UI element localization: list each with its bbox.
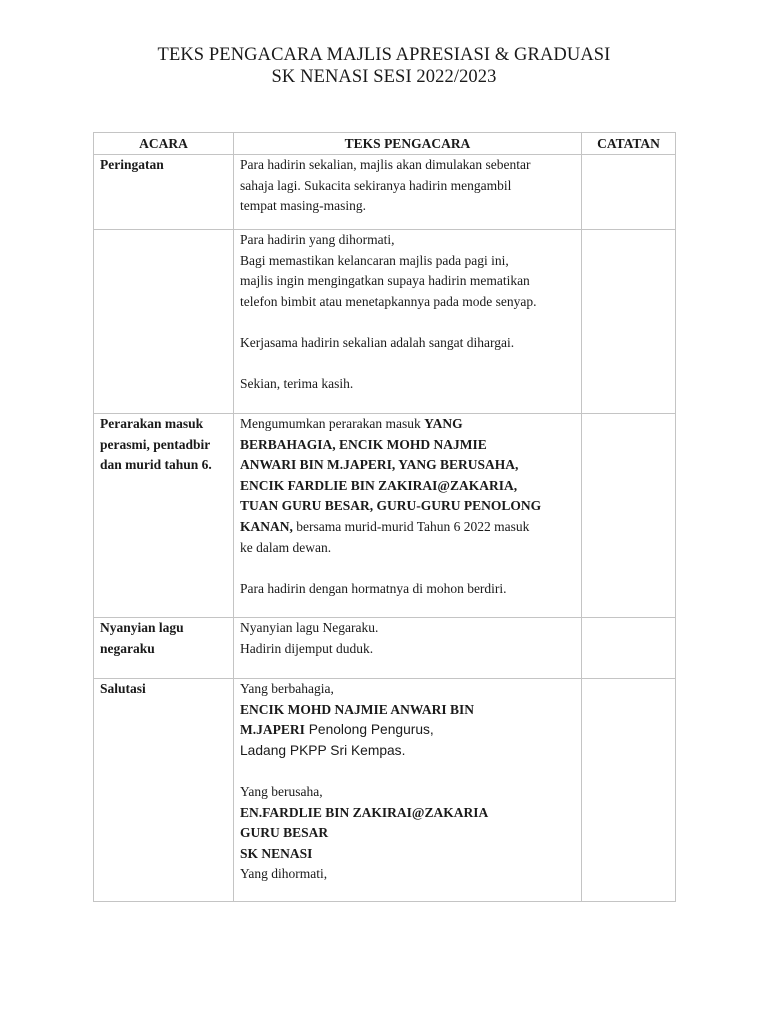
catatan-cell <box>582 230 676 414</box>
header-catatan: CATATAN <box>582 133 676 155</box>
acara-label-line: negaraku <box>100 640 155 656</box>
teks-bold-line: ENCIK FARDLIE BIN ZAKIRAI@ZAKARIA, <box>240 477 518 493</box>
teks-cell <box>234 414 582 618</box>
teks-line: telefon bimbit atau menetapkannya pada mode senyap. <box>240 293 537 309</box>
acara-cell <box>94 230 234 414</box>
acara-label: Salutasi <box>100 681 146 696</box>
catatan-cell <box>582 414 676 618</box>
teks-line: majlis ingin mengingatkan supaya hadirin mematikan <box>240 273 530 289</box>
teks-bold: YANG <box>424 416 463 431</box>
teks-line: Nyanyian lagu Negaraku. <box>240 620 379 635</box>
table-row <box>94 414 676 618</box>
catatan-cell <box>582 679 676 902</box>
teks-line: Bagi memastikan kelancaran majlis pada pagi ini, <box>240 252 509 268</box>
header-acara: ACARA <box>94 133 234 155</box>
guest-place: Ladang PKPP Sri Kempas. <box>240 742 406 758</box>
guest-name-line: ENCIK MOHD NAJMIE ANWARI BIN <box>240 701 475 717</box>
teks-bold: KANAN, <box>240 518 293 534</box>
guest-name-part: M.JAPERI <box>240 722 305 738</box>
teks-line: sahaja lagi. Sukacita sekiranya hadirin mengambil <box>240 177 512 193</box>
catatan-cell <box>582 618 676 679</box>
table-row <box>94 155 676 230</box>
teks-after-bold: bersama murid-murid Tahun 6 2022 masuk <box>292 518 530 534</box>
greeting-line: Yang berusaha, <box>240 783 323 799</box>
teks-cell <box>234 679 582 902</box>
greeting-line: Yang berbahagia, <box>240 681 334 696</box>
acara-cell <box>94 618 234 679</box>
teks-cell <box>234 230 582 414</box>
teks-line: Para hadirin sekalian, majlis akan dimulakan sebentar <box>240 157 531 172</box>
teks-bold-line: BERBAHAGIA, ENCIK MOHD NAJMIE <box>240 436 487 452</box>
emcee-script-table <box>93 132 676 902</box>
teks-line: Para hadirin yang dihormati, <box>240 232 395 247</box>
acara-label-line: Perarakan masuk <box>100 416 204 431</box>
acara-cell <box>94 679 234 902</box>
teks-cell <box>234 618 582 679</box>
teks-line: Kerjasama hadirin sekalian adalah sangat dihargai. <box>240 334 515 350</box>
table-header-row <box>94 133 676 155</box>
table-row <box>94 679 676 902</box>
acara-cell <box>94 414 234 618</box>
blank-line <box>240 312 575 333</box>
acara-cell <box>94 155 234 230</box>
teks-line <box>240 517 575 538</box>
page-title <box>0 44 768 88</box>
guest-position: Penolong Pengurus, <box>304 722 434 738</box>
teks-line: ke dalam dewan. <box>240 539 332 555</box>
title-line-1: TEKS PENGACARA MAJLIS APRESIASI & GRADUASI <box>157 45 611 65</box>
headmaster-position: GURU BESAR <box>240 825 329 841</box>
acara-label-line: Nyanyian lagu <box>100 620 184 635</box>
headmaster-name: EN.FARDLIE BIN ZAKIRAI@ZAKARIA <box>240 804 489 820</box>
teks-line: tempat masing-masing. <box>240 198 366 214</box>
teks-line <box>240 720 575 741</box>
school-name: SK NENASI <box>240 845 313 861</box>
teks-bold-line: TUAN GURU BESAR, GURU-GURU PENOLONG <box>240 498 542 514</box>
title-line-2: SK NENASI SESI 2022/2023 <box>271 67 497 87</box>
teks-line: Hadirin dijemput duduk. <box>240 640 374 656</box>
table-row <box>94 230 676 414</box>
acara-label-line: perasmi, pentadbir <box>100 436 211 452</box>
teks-cell <box>234 155 582 230</box>
blank-line <box>240 558 575 579</box>
table-row <box>94 618 676 679</box>
greeting-line: Yang dihormati, <box>240 866 328 882</box>
acara-label: Peringatan <box>100 157 164 172</box>
teks-line: Para hadirin dengan hormatnya di mohon berdiri. <box>240 580 507 596</box>
teks-line: Sekian, terima kasih. <box>240 376 354 392</box>
blank-line <box>240 354 575 375</box>
catatan-cell <box>582 155 676 230</box>
teks-intro: Mengumumkan perarakan masuk <box>240 416 425 431</box>
teks-bold-line: ANWARI BIN M.JAPERI, YANG BERUSAHA, <box>240 457 519 473</box>
acara-label-line: dan murid tahun 6. <box>100 457 212 473</box>
header-teks-pengacara: TEKS PENGACARA <box>234 133 582 155</box>
blank-line <box>240 761 575 782</box>
teks-line <box>240 414 575 435</box>
